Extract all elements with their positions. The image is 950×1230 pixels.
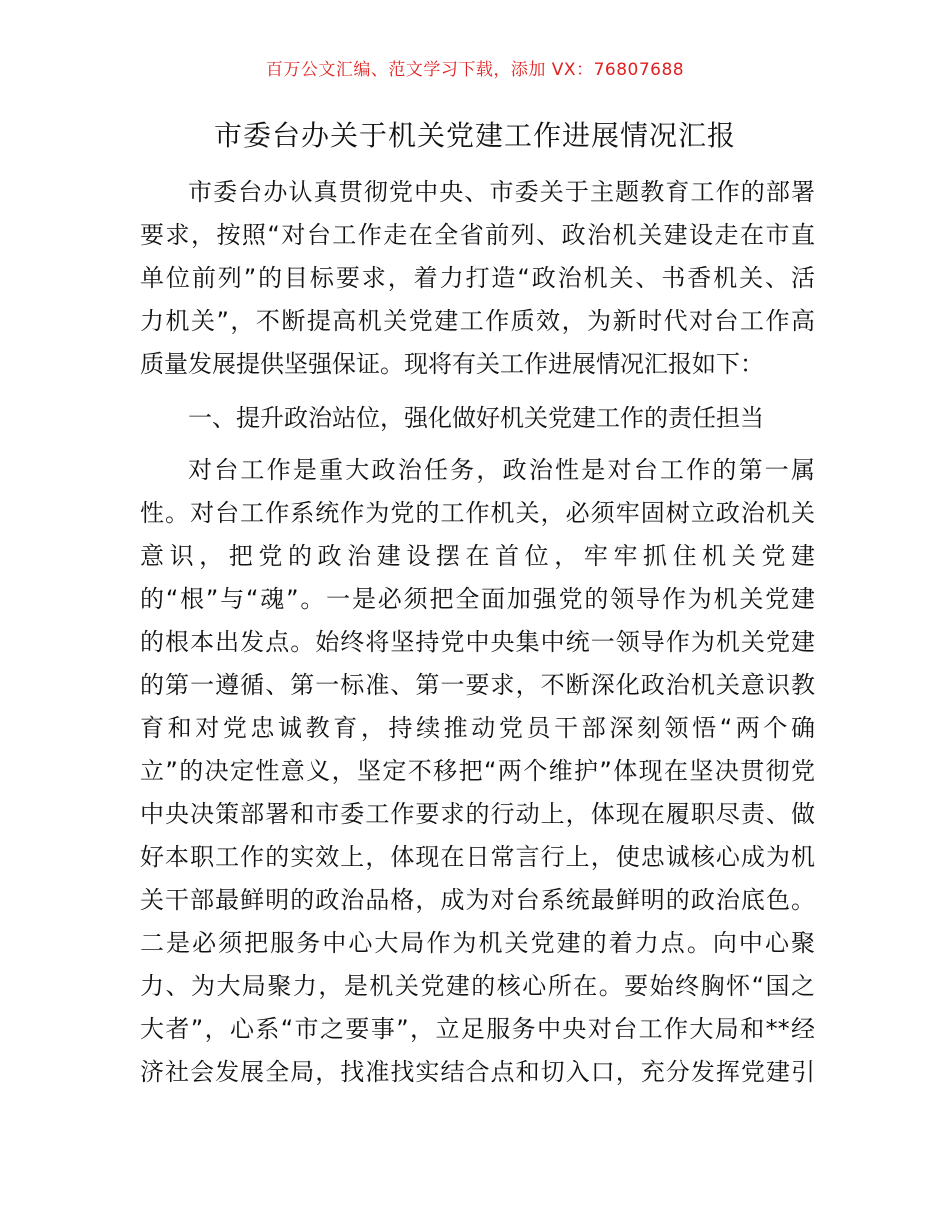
paragraph-line: 的根本出发点。始终将坚持党中央集中统一领导作为机关党建: [140, 628, 815, 656]
paragraph-line: 育和对党忠诚教育，持续推动党员干部深刻领悟“两个确: [140, 714, 815, 742]
paragraph-line: 单位前列”的目标要求，着力打造“政治机关、书香机关、活: [140, 264, 815, 292]
document-title: 市委台办关于机关党建工作进展情况汇报: [213, 119, 736, 152]
paragraph-line: 质量发展提供坚强保证。现将有关工作进展情况汇报如下：: [140, 350, 764, 378]
paragraph-line: 二是必须把服务中心大局作为机关党建的着力点。向中心聚: [140, 929, 815, 957]
paragraph-line: 性。对台工作系统作为党的工作机关，必须牢固树立政治机关: [140, 499, 815, 527]
paragraph-line: 大者”，心系“市之要事”，立足服务中央对台工作大局和**经: [140, 1015, 815, 1043]
paragraph-line: 关干部最鲜明的政治品格，成为对台系统最鲜明的政治底色。: [140, 886, 815, 914]
paragraph-line: 意识，把党的政治建设摆在首位，牢牢抓住机关党建: [140, 542, 815, 570]
paragraph-line: 的第一遵循、第一标准、第一要求，不断深化政治机关意识教: [140, 671, 815, 699]
paragraph-line: 力机关”，不断提高机关党建工作质效，为新时代对台工作高: [140, 307, 815, 335]
paragraph-line: 济社会发展全局，找准找实结合点和切入口，充分发挥党建引: [140, 1058, 815, 1086]
paragraph-line: 对台工作是重大政治任务，政治性是对台工作的第一属: [188, 456, 815, 484]
paragraph-line: 要求，按照“对台工作走在全省前列、政治机关建设走在市直: [140, 221, 815, 249]
paragraph-line: 力、为大局聚力，是机关党建的核心所在。要始终胸怀“国之: [140, 972, 815, 1000]
paragraph-line: 立”的决定性意义，坚定不移把“两个维护”体现在坚决贯彻党: [140, 757, 815, 785]
section-heading: 一、提升政治站位，强化做好机关党建工作的责任担当: [188, 404, 764, 432]
paragraph-line: 市委台办认真贯彻党中央、市委关于主题教育工作的部署: [188, 178, 815, 206]
header-note: 百万公文汇编、范文学习下载，添加 VX：76807688: [265, 60, 685, 80]
paragraph-line: 好本职工作的实效上，体现在日常言行上，使忠诚核心成为机: [140, 843, 815, 871]
paragraph-line: 的“根”与“魂”。一是必须把全面加强党的领导作为机关党建: [140, 585, 815, 613]
paragraph-line: 中央决策部署和市委工作要求的行动上，体现在履职尽责、做: [140, 800, 815, 828]
